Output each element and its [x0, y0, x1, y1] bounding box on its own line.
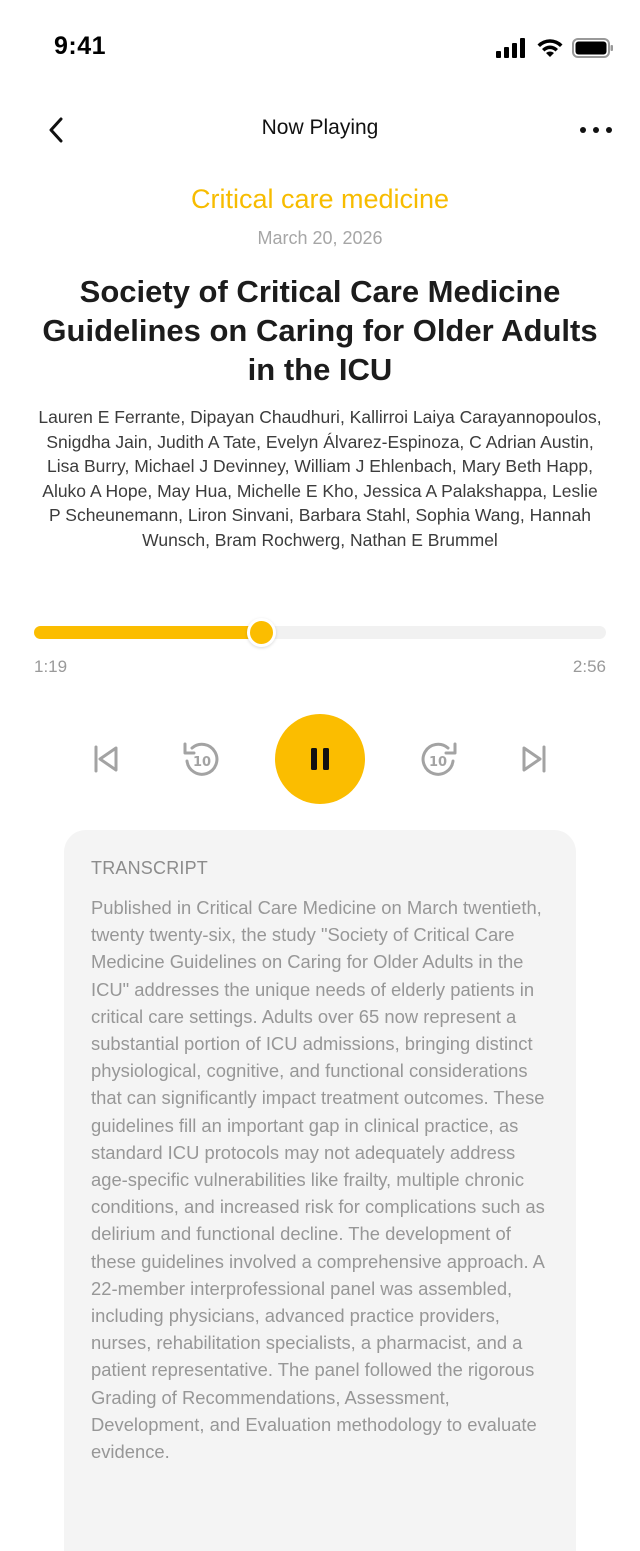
forward-10-button[interactable] — [414, 734, 464, 784]
time-total: 2:56 — [572, 657, 606, 676]
pause-icon — [309, 747, 331, 771]
svg-text:10: 10 — [192, 755, 212, 770]
skip-previous-button[interactable] — [84, 736, 128, 782]
svg-text:10: 10 — [428, 755, 448, 770]
nav-bar — [0, 100, 640, 160]
progress-fill — [34, 626, 261, 639]
progress-thumb[interactable] — [247, 618, 276, 647]
wifi-icon — [536, 38, 564, 58]
episode-category[interactable]: Critical care medicine — [190, 184, 450, 214]
more-options-button[interactable] — [574, 112, 618, 148]
rewind-10-button[interactable] — [176, 734, 226, 784]
episode-title: Society of Critical Care Medicine Guidelines on Caring for Older Adults in the ICU — [42, 274, 598, 387]
battery-icon — [572, 38, 614, 58]
forward-10-icon — [419, 739, 459, 779]
episode-date: March 20, 2026 — [257, 228, 383, 248]
progress-slider[interactable] — [34, 626, 606, 639]
playback-controls — [0, 714, 640, 804]
episode-authors: Lauren E Ferrante, Dipayan Chaudhuri, Kallirroi Laiya Carayannopoulos, Snigdha Jain, Judith A Tate, Evelyn Álvarez-Espinoza, C Adrian Austin, Lisa Burry, Michael J Devinney, William J Ehlenbach, Mary Beth Happ, Aluko A Hope, May Hua, Michelle E Kho, Jessica A Palakshappa, Leslie P Scheunemann, Liron Sinvani, Barbara Stahl, Sophia Wang, Hannah Wunsch, Bram Rochwerg, Nathan E Brummel — [38, 407, 602, 550]
transcript-panel[interactable] — [64, 830, 576, 1551]
skip-next-button[interactable] — [512, 736, 556, 782]
transcript-text: Published in Critical Care Medicine on March twentieth, twenty twenty-six, the study "Society of Critical Care Medicine Guidelines on Caring for Older Adults in the ICU" addresses the unique needs of elderly patients in critical care settings. Adults over 65 now represent a substantial portion of ICU admissions, bringing distinct physiological, cognitive, and functional considerations that can significantly impact treatment outcomes. These guidelines fill an important gap in clinical practice, as standard ICU protocols may not adequately address age-specific vulnerabilities like frailty, multiple chronic conditions, and increased risk for complications such as delirium and functional decline. The development of these guidelines involved a comprehensive approach. A 22-member interprofessional panel was assembled, including physicians, advanced practice providers, nurses, rehabilitation specialists, a pharmacist, and a patient representative. The panel followed the rigorous Grading of Recommendations, Assessment, Development, and Evaluation methodology to evaluate evidence. — [91, 897, 545, 1463]
pause-button[interactable] — [275, 714, 365, 804]
nav-title: Now Playing — [261, 116, 379, 139]
transcript-label: TRANSCRIPT — [91, 858, 209, 878]
rewind-10-icon — [181, 739, 221, 779]
cellular-signal-icon — [496, 38, 528, 58]
more-horizontal-icon — [579, 126, 613, 134]
time-elapsed: 1:19 — [34, 657, 68, 676]
status-icons — [496, 38, 614, 58]
skip-previous-icon — [91, 744, 121, 774]
status-bar — [0, 0, 640, 96]
skip-next-icon — [519, 744, 549, 774]
status-time: 9:41 — [54, 32, 107, 60]
